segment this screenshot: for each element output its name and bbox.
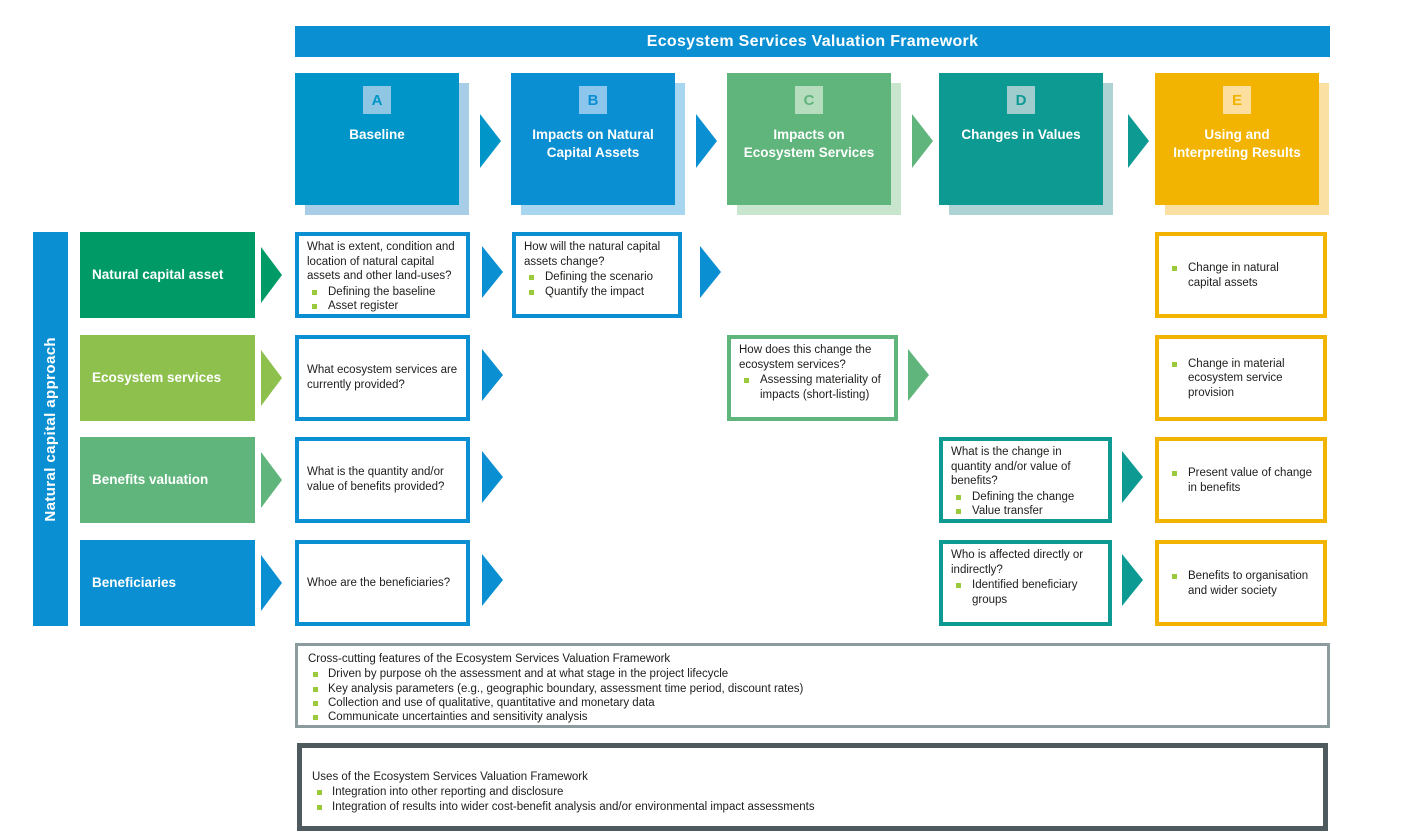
bullet-item: Identified beneficiary groups — [951, 578, 1100, 607]
cell-row1-col-a — [295, 232, 470, 318]
footnote-title: Cross-cutting features of the Ecosystem Services Valuation Framework — [308, 653, 671, 665]
bullet-item: Asset register — [307, 299, 458, 314]
stage-label-a: Baseline — [349, 127, 405, 142]
arrow-right-icon — [912, 114, 933, 168]
bullet-item: Present value of change in benefits — [1167, 466, 1315, 495]
cell-question: Whoe are the beneficiaries? — [307, 576, 451, 589]
cell-question: What ecosystem services are currently provided? — [307, 364, 458, 391]
cell-row2-col-a — [295, 335, 470, 421]
stage-badge-e: E — [1223, 86, 1251, 114]
arrow-right-icon — [482, 246, 503, 298]
stage-label-e: Using and Interpreting Results — [1173, 127, 1301, 161]
row-label-benefits-valuation: Benefits valuation — [80, 437, 255, 523]
arrow-right-icon — [261, 247, 282, 303]
bullet-item: Assessing materiality of impacts (short-listing) — [739, 373, 886, 402]
cell-row4-col-a — [295, 540, 470, 626]
cell-question: How will the natural capital assets change? — [524, 241, 661, 268]
stage-badge-c: C — [795, 86, 823, 114]
cell-bullets — [1167, 261, 1315, 290]
stage-box-using-interpreting-results — [1155, 73, 1319, 205]
bullet-item: Driven by purpose oh the assessment and at what stage in the project lifecycle — [308, 667, 1317, 681]
cell-bullets — [307, 285, 458, 314]
row-label-natural-capital-asset: Natural capital asset — [80, 232, 255, 318]
stage-label-c: Impacts on Ecosystem Services — [743, 127, 875, 161]
arrow-right-icon — [908, 349, 929, 401]
cell-bullets — [951, 578, 1100, 607]
arrow-right-icon — [480, 114, 501, 168]
cell-row1-col-e — [1155, 232, 1327, 318]
footnote-title: Uses of the Ecosystem Services Valuation Framework — [312, 771, 588, 783]
stage-box-baseline — [295, 73, 459, 205]
arrow-right-icon — [482, 554, 503, 606]
framework-title-bar — [295, 26, 1330, 57]
cell-row4-col-e — [1155, 540, 1327, 626]
cell-question: Who is affected directly or indirectly? — [951, 549, 1084, 576]
stage-label-b: Impacts on Natural Capital Assets — [532, 127, 654, 161]
sidebar-band — [33, 232, 68, 626]
cross-cutting-features-box — [295, 643, 1330, 728]
cell-row3-col-e — [1155, 437, 1327, 523]
bullet-item: Value transfer — [951, 504, 1100, 519]
arrow-right-icon — [1122, 451, 1143, 503]
cell-question: What is extent, condition and location of natural capital assets and other land-uses? — [307, 241, 455, 283]
cell-bullets — [1167, 466, 1315, 495]
cell-bullets — [1167, 357, 1315, 401]
sidebar-label: Natural capital approach — [42, 336, 59, 522]
arrow-right-icon — [696, 114, 717, 168]
bullet-item: Communicate uncertainties and sensitivity analysis — [308, 710, 1317, 724]
arrow-right-icon — [482, 349, 503, 401]
bullet-item: Integration into other reporting and disclosure — [312, 785, 1313, 799]
row-label-ecosystem-services: Ecosystem services — [80, 335, 255, 421]
uses-of-framework-box — [297, 743, 1328, 831]
arrow-right-icon — [482, 451, 503, 503]
arrow-right-icon — [1122, 554, 1143, 606]
bullet-item: Change in material ecosystem service provision — [1167, 357, 1315, 401]
stage-badge-a: A — [363, 86, 391, 114]
cell-question: What is the quantity and/or value of benefits provided? — [307, 466, 445, 493]
bullet-item: Defining the baseline — [307, 285, 458, 300]
bullet-item: Defining the scenario — [524, 270, 670, 285]
bullet-item: Change in natural capital assets — [1167, 261, 1315, 290]
bullet-item: Collection and use of qualitative, quantitative and monetary data — [308, 696, 1317, 710]
stage-box-impacts-natural-capital — [511, 73, 675, 205]
cell-row2-col-e — [1155, 335, 1327, 421]
cell-bullets — [1167, 569, 1315, 598]
footnote-bullets — [308, 667, 1317, 724]
stage-box-impacts-ecosystem-services — [727, 73, 891, 205]
bullet-item: Key analysis parameters (e.g., geographic boundary, assessment time period, discount rates) — [308, 682, 1317, 696]
arrow-right-icon — [261, 452, 282, 508]
cell-row3-col-a — [295, 437, 470, 523]
bullet-item: Quantify the impact — [524, 285, 670, 300]
cell-row3-col-d — [939, 437, 1112, 523]
cell-question: How does this change the ecosystem services? — [739, 344, 872, 371]
stage-badge-d: D — [1007, 86, 1035, 114]
cell-bullets — [739, 373, 886, 402]
stage-badge-b: B — [579, 86, 607, 114]
bullet-item: Benefits to organisation and wider society — [1167, 569, 1315, 598]
framework-title: Ecosystem Services Valuation Framework — [646, 32, 979, 50]
cell-row1-col-b — [512, 232, 682, 318]
cell-question: What is the change in quantity and/or value of benefits? — [951, 446, 1071, 488]
arrow-right-icon — [1128, 114, 1149, 168]
cell-bullets — [524, 270, 670, 299]
bullet-item: Integration of results into wider cost-benefit analysis and/or environmental impact assessments — [312, 800, 1313, 814]
cell-row4-col-d — [939, 540, 1112, 626]
arrow-right-icon — [261, 350, 282, 406]
row-label-beneficiaries: Beneficiaries — [80, 540, 255, 626]
cell-row2-col-c — [727, 335, 898, 421]
bullet-item: Defining the change — [951, 490, 1100, 505]
arrow-right-icon — [261, 555, 282, 611]
arrow-right-icon — [700, 246, 721, 298]
footnote-bullets — [312, 785, 1313, 814]
stage-label-d: Changes in Values — [961, 127, 1081, 142]
stage-box-changes-in-values — [939, 73, 1103, 205]
cell-bullets — [951, 490, 1100, 519]
